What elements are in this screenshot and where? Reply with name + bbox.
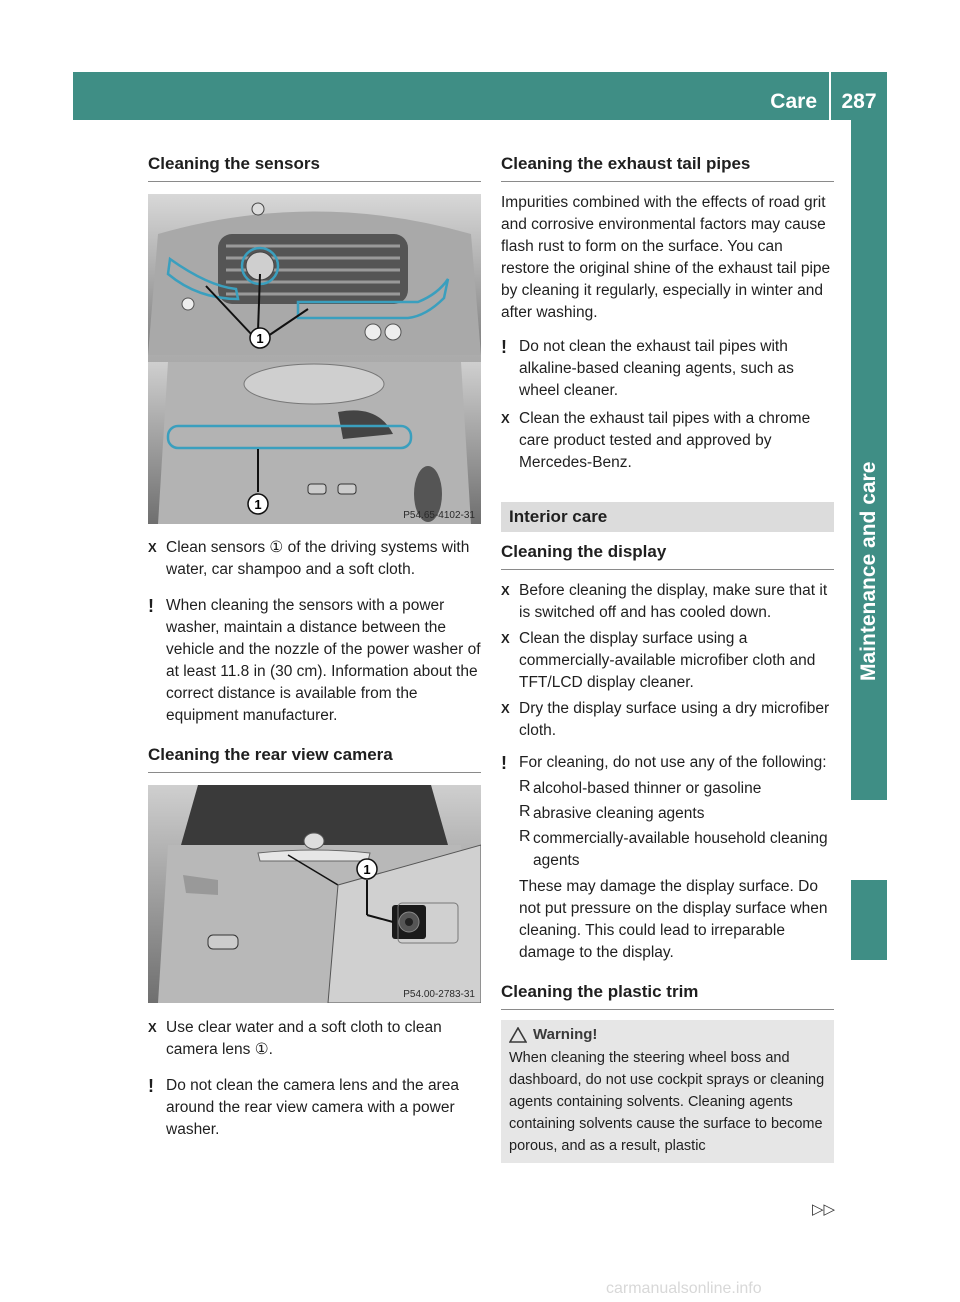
callout-number: 1 [363, 862, 371, 877]
footer-watermark: carmanualsonline.info [606, 1280, 762, 1297]
figure-code: P54.65-4102-31 [403, 510, 475, 521]
sensors-photo [148, 194, 481, 524]
caution-note: ! For cleaning, do not use any of the following: [501, 753, 827, 773]
instruction-step: X Clean the exhaust tail pipes with a chrome care product tested and approved by Mercedes-Benz. [501, 408, 834, 474]
continue-arrows-icon: ▷▷ [812, 1201, 836, 1218]
list-item: R alcohol-based thinner or gasoline [501, 778, 834, 800]
step-marker-icon: X [501, 631, 510, 646]
step-marker-icon: X [148, 540, 157, 555]
caution-icon: ! [148, 596, 154, 616]
step-marker-icon: X [501, 701, 510, 716]
caution-icon: ! [501, 753, 507, 773]
side-tab-label: Maintenance and care [857, 461, 880, 681]
instruction-step: X Use clear water and a soft cloth to clean camera lens ①. [148, 1017, 481, 1061]
side-tab-block [851, 880, 887, 960]
instruction-step: X Before cleaning the display, make sure that it is switched off and has cooled down. [501, 580, 834, 624]
step-marker-icon: X [501, 411, 510, 426]
camera-illustration [148, 785, 481, 1003]
warning-text: When cleaning the steering wheel boss and dashboard, do not use cockpit sprays or cleaning agents containing solvents. Cleaning agents containing solvents cause the surface to become porous, and as a result, plastic [509, 1050, 825, 1154]
callout-number: 1 [254, 497, 262, 512]
callout-number: 1 [256, 331, 264, 346]
warning-box [501, 1020, 834, 1163]
caution-note: ! Do not clean the camera lens and the area around the rear view camera with a power washer. [148, 1075, 481, 1141]
side-tab [851, 120, 887, 800]
interior-care-banner: Interior care [501, 502, 834, 532]
section-heading-exhaust: Cleaning the exhaust tail pipes [501, 150, 834, 182]
instruction-step: X Clean sensors ① of the driving systems with water, car shampoo and a soft cloth. [148, 537, 481, 581]
bullet-icon: R [519, 778, 531, 795]
instruction-step: X Clean the display surface using a commercially-available microfiber cloth and TFT/LCD display cleaner. [501, 628, 834, 694]
page-header [73, 72, 887, 120]
step-marker-icon: X [148, 1020, 157, 1035]
camera-photo [148, 785, 481, 1003]
bullet-icon: R [519, 803, 531, 820]
chapter-title: Care [770, 90, 817, 113]
figure-code: P54.00-2783-31 [403, 989, 475, 1000]
section-heading-plastic-trim: Cleaning the plastic trim [501, 978, 834, 1010]
caution-note: ! Do not clean the exhaust tail pipes with alkaline-based cleaning agents, such as wheel cleaner. [501, 336, 834, 402]
list-item: R commercially-available household cleaning agents [501, 828, 834, 872]
section-heading-sensors: Cleaning the sensors [148, 150, 481, 182]
caution-icon: ! [501, 337, 507, 357]
caution-note: ! When cleaning the sensors with a power washer, maintain a distance between the vehicle and the nozzle of the power washer of at least 11.8 in (30 cm). Information about the correct distance is available from the equipment manufacturer. [148, 595, 481, 727]
list-item: R abrasive cleaning agents [501, 803, 834, 825]
bullet-icon: R [519, 828, 531, 845]
step-marker-icon: X [501, 583, 510, 598]
caution-icon: ! [148, 1076, 154, 1096]
section-heading-display: Cleaning the display [501, 538, 834, 570]
left-column [148, 150, 481, 1141]
display-caution-text: These may damage the display surface. Do not put pressure on the display surface when cleaning. This could lead to irreparable damage to the display. [519, 878, 828, 961]
exhaust-intro: Impurities combined with the effects of road grit and corrosive environmental factors may cause flash rust to form on the surface. You can restore the original shine of the exhaust tail pipe by cleaning it regularly, especially in winter and after washing. [501, 194, 831, 321]
warning-triangle-icon [509, 1027, 527, 1043]
sensors-illustration [148, 194, 481, 524]
page-number: 287 [841, 90, 877, 113]
section-heading-camera: Cleaning the rear view camera [148, 741, 481, 773]
warning-header: Warning! [509, 1026, 826, 1043]
right-column [501, 150, 834, 1163]
instruction-step: X Dry the display surface using a dry microfiber cloth. [501, 698, 834, 742]
